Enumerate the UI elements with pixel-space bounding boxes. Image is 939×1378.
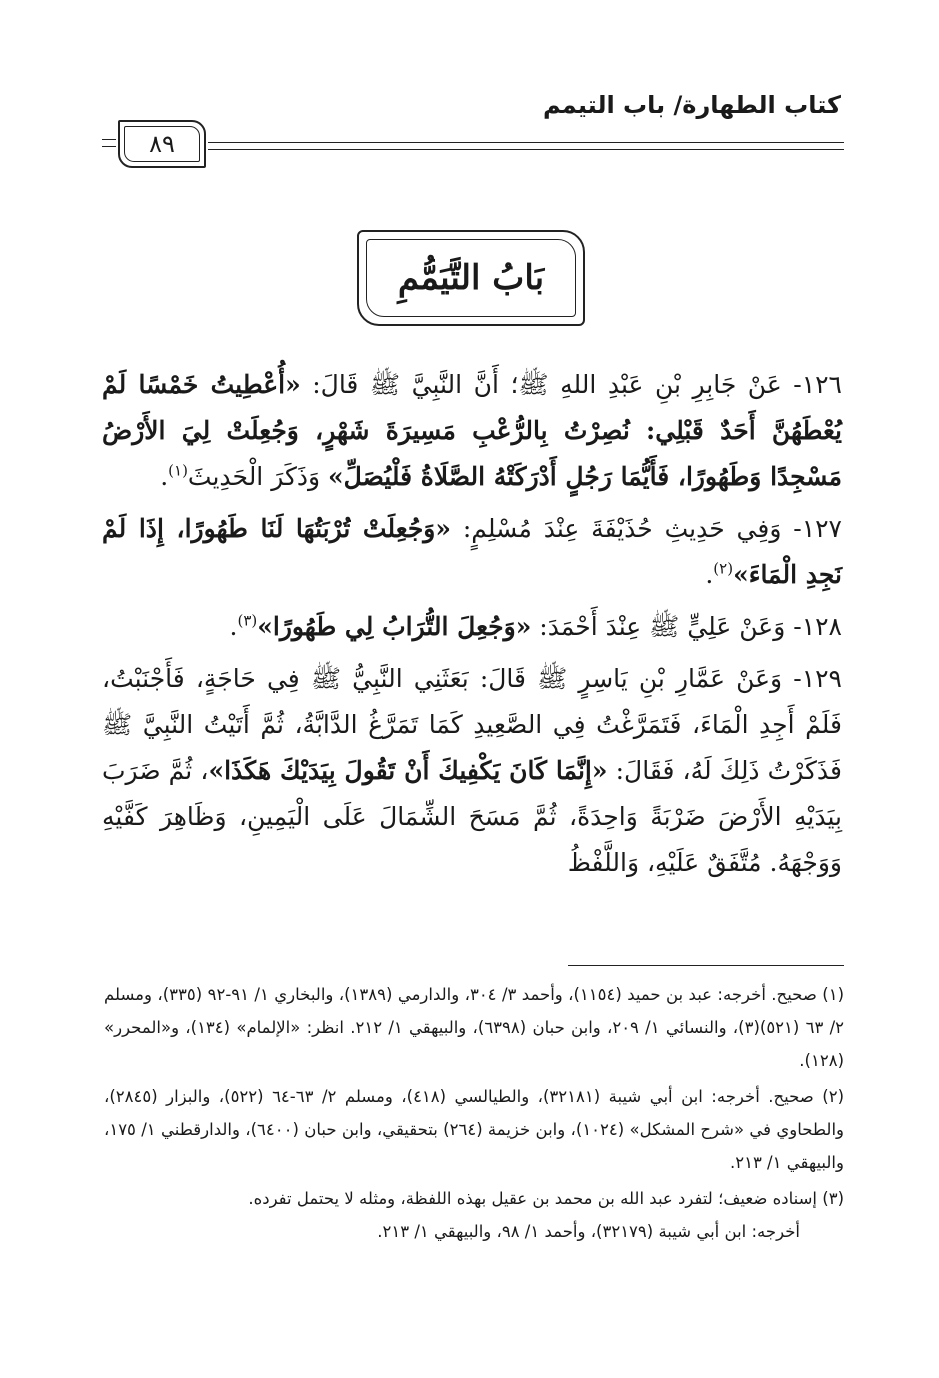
footnote-text: (١) صحيح. أخرجه: عبد بن حميد (١١٥٤)، وأحمد ٣/ ٣٠٤، والدارمي (١٣٨٩)، والبخاري ١/ ٩١-٩٢ (٣٣٥)، ومسلم ٢/ ٦٣ (٥٢١)(٣)، والنسائي ١/ ٢٠٩، وابن حبان (٦٣٩٨)، والبيهقي ١/ ٢١٢. انظر: «الإلمام» (١٣٤)، و«المحرر» (١٢٨). (104, 985, 845, 1070)
footnote-separator (568, 965, 844, 966)
hadith-end: . (160, 462, 169, 491)
hadith-intro: ١٢٧- وَفِي حَدِيثِ حُذَيْفَةَ عِنْدَ مُسْلِمٍ: (450, 514, 842, 543)
footnote-3 (104, 1182, 844, 1248)
hadith-129 (102, 656, 842, 886)
hadith-end: . (229, 612, 238, 641)
hadith-intro: ١٢٦- عَنْ جَابِرِ بْنِ عَبْدِ اللهِ ﷺ؛ أَنَّ النَّبِيَّ ﷺ قَالَ: (300, 370, 842, 399)
running-title: كتاب الطهارة/ باب التيمم (542, 91, 841, 119)
page-number: ٨٩ (124, 126, 200, 162)
footnote-continued: أخرجه: ابن أبي شيبة (٣٢١٧٩)، وأحمد ١/ ٩٨، والبيهقي ١/ ٢١٣. (377, 1222, 800, 1241)
footnote-ref: (٢) (713, 559, 734, 578)
footnote-ref: (٣) (237, 611, 258, 630)
footnote-text: (٢) صحيح. أخرجه: ابن أبي شيبة (٣٢١٨١)، والطيالسي (٤١٨)، ومسلم ٢/ ٦٣-٦٤ (٥٢٢)، والبزار (٢٨٤٥)، والطحاوي في «شرح المشكل» (١٠٢٤)، وابن خزيمة (٢٦٤) بتحقيقي، وابن حبان (٦٤٠٠)، والدارقطني ١/ ١٧٥، والبيهقي ١/ ٢١٣. (104, 1087, 845, 1172)
header-rule (208, 142, 844, 150)
hadith-127 (102, 506, 842, 598)
hadith-tail: وَذَكَرَ الْحَدِيثَ (187, 462, 329, 491)
footnote-ref: (١) (168, 461, 188, 480)
footnote-text: (٣) إسناده ضعيف؛ لتفرد عبد الله بن محمد بن عقيل بهذه اللفظة، ومثله لا يحتمل تفرده. (248, 1189, 844, 1208)
hadith-128 (102, 604, 842, 650)
hadith-intro: ١٢٩- وَعَنْ عَمَّارِ بْنِ يَاسِرٍ ﷺ قَالَ: بَعَثَنِي النَّبِيُّ ﷺ فِي حَاجَةٍ، فَأَجْنَبْتُ، فَلَمْ أَجِدِ الْمَاءَ، فَتَمَرَّغْتُ فِي الصَّعِيدِ كَمَا تَمَرَّغُ الدَّابَّةُ، ثُمَّ أَتَيْتُ النَّبِيَّ ﷺ فَذَكَرْتُ ذَلِكَ لَهُ، فَقَالَ: (102, 664, 842, 785)
hadith-quote: «أُعْطِيتُ خَمْسًا لَمْ يُعْطَهُنَّ أَحَدٌ قَبْلِي: نُصِرْتُ بِالرُّعْبِ مَسِيرَةَ شَهْرٍ، وَجُعِلَتْ لِيَ الأَرْضُ مَسْجِدًا وَطَهُورًا، فَأَيُّمَا رَجُلٍ أَدْرَكَتْهُ الصَّلَاةُ فَلْيُصَلِّ» (102, 370, 842, 491)
footnote-1 (104, 978, 844, 1077)
footnote-2 (104, 1080, 844, 1179)
hadith-126 (102, 362, 842, 500)
hadith-intro: ١٢٨- وَعَنْ عَلِيٍّ ﷺ عِنْدَ أَحْمَدَ: (531, 612, 842, 641)
chapter-title-frame (357, 230, 585, 326)
hadith-tail: ، ثُمَّ ضَرَبَ بِيَدَيْهِ الأَرْضَ ضَرْبَةً وَاحِدَةً، ثُمَّ مَسَحَ الشِّمَالَ عَلَى الْيَمِينِ، وَظَاهِرَ كَفَّيْهِ وَوَجْهَهُ. مُتَّفَقٌ عَلَيْهِ، وَاللَّفْظُ (102, 756, 842, 877)
chapter-title: بَابُ التَّيَمُّمِ (366, 239, 576, 317)
hadith-quote: «إِنَّمَا كَانَ يَكْفِيكَ أَنْ تَقُولَ بِيَدَيْكَ هَكَذَا» (208, 756, 608, 785)
header-rule-end (102, 139, 116, 147)
footnotes (104, 978, 844, 1251)
main-text (102, 362, 842, 892)
hadith-quote: «وَجُعِلَ التُّرَابُ لِي طَهُورًا» (257, 612, 532, 641)
hadith-quote: «وَجُعِلَتْ تُرْبَتُهَا لَنَا طَهُورًا، إِذَا لَمْ نَجِدِ الْمَاءَ» (102, 514, 842, 589)
hadith-end: . (705, 560, 714, 589)
page-number-badge (118, 120, 206, 168)
